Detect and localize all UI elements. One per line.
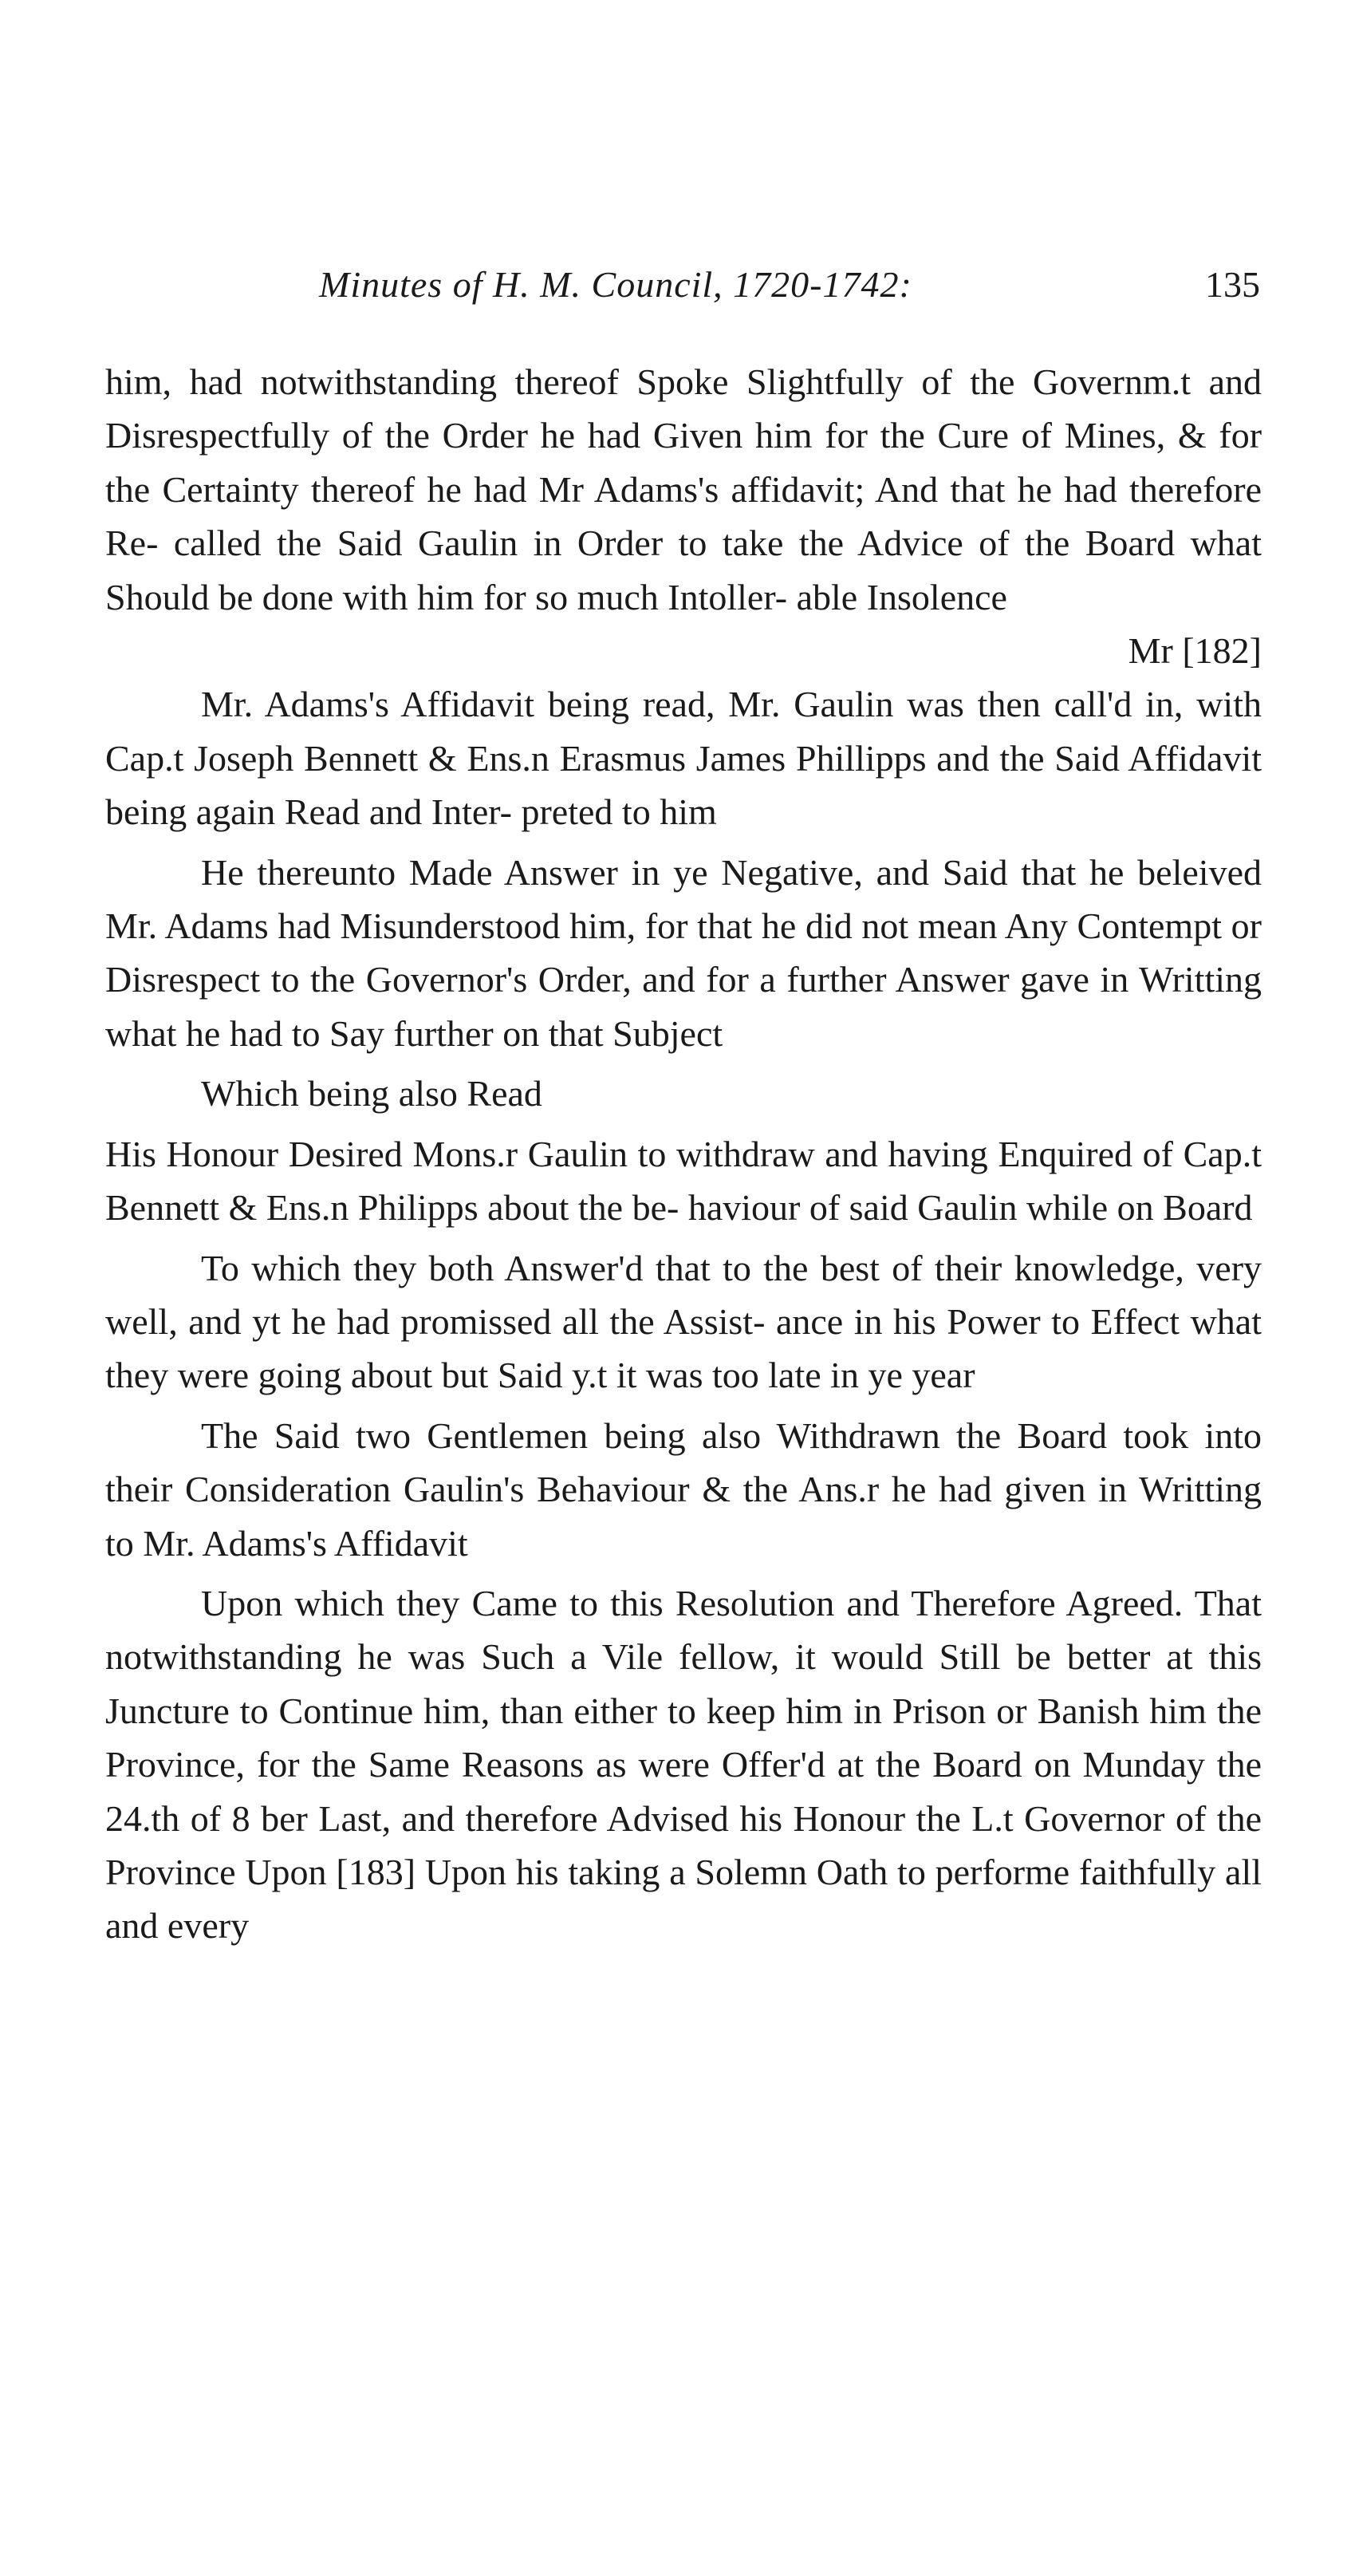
text-line: him for the Cure of Mines, & for the Certainty thereof he [105,415,1262,510]
text-line: Which being also Read [201,1073,542,1114]
running-title: Minutes of H. M. Council, 1720-1742: [319,264,912,305]
text-line: took into their Consideration Gaulin's Behaviour & the Ans.r [105,1414,1262,1510]
body-text [105,355,1262,1953]
text-line: either to keep him in Prison or Banish him the Province, for [105,1690,1262,1785]
text-line: Phillipps and the Said Affidavit being again Read and Inter- [105,737,1262,833]
text-line: ance in his Power to Effect what they were going about but [105,1300,1262,1396]
text-line: had to Say further on that Subject [229,1012,723,1054]
text-line: Upon which they Came to this Resolution and Therefore [201,1582,1056,1623]
text-line: he beleived Mr. Adams had Misunderstood him, for that he [105,851,1262,947]
text-line: taking a Solemn Oath to performe faithfully all and every [105,1851,1262,1947]
text-line: Order, and for a further Answer gave in Writting what he [105,959,1262,1054]
text-line: haviour of said Gaulin while on Board [687,1187,1253,1229]
text-line: The Said two Gentlemen being also Withdrawn the Board [201,1414,1107,1456]
text-line: Said y.t it was too late in ye year [497,1355,975,1396]
paragraph-1 [105,355,1262,624]
text-line: did not mean Any Contempt or Disrespect to the Governor's [105,905,1262,1000]
text-line: would Still be better at this Juncture to Continue him, than [105,1636,1262,1731]
paragraph-2 [105,677,1262,838]
text-line: he had given in Writting to Mr. Adams's Affidavit [105,1469,1262,1564]
text-line: His Honour Desired Mons.r Gaulin to withdraw and having [105,1133,988,1174]
text-line: him, had notwithstanding thereof Spoke Slightfully of the [105,361,1015,402]
text-line: He thereunto Made Answer in ye Negative, and Said that [201,851,1077,893]
text-line: Governm.t and Disrespectfully of the Order he had Given [105,361,1262,456]
text-line: To which they both Answer'd that to the best of their [201,1247,1002,1288]
paragraph-7 [105,1409,1262,1570]
text-line: Enquired of Cap.t Bennett & Ens.n Philipps about the be- [105,1133,1262,1229]
text-line: had Mr Adams's affidavit; And that he had therefore Re- [105,468,1262,564]
text-line: called the Said Gaulin in Order to take the Advice of the [173,523,1070,564]
text-line: Agreed. That notwithstanding he was Such a Vile fellow, it [105,1582,1262,1678]
text-line: knowledge, very well, and yt he had promissed all the Assist- [105,1247,1262,1342]
paragraph-8 [105,1576,1262,1953]
text-line: the L.t Governor of the Province Upon [183] Upon his [105,1797,1262,1892]
text-line: the 24.th of 8 ber Last, and therefore Advised his Honour [105,1744,1262,1839]
text-line: Mr. Adams's Affidavit being read, Mr. Gaulin was then [201,684,1041,725]
running-head [319,257,1260,313]
text-line: preted to him [521,791,717,833]
paragraph-3 [105,846,1262,1061]
text-line: the Same Reasons as were Offer'd at the Board on Munday [311,1744,1205,1785]
text-line: call'd in, with Cap.t Joseph Bennett & Ens.n Erasmus James [105,684,1262,779]
paragraph-6 [105,1241,1262,1402]
text-line: Board what Should be done with him for so much Intoller- [105,523,1262,617]
page-marker: Mr [182] [1128,630,1262,672]
page-number: 135 [1205,264,1260,305]
paragraph-4 [105,1067,1262,1120]
paragraph-5 [105,1127,1262,1235]
text-line: able Insolence [796,576,1007,617]
